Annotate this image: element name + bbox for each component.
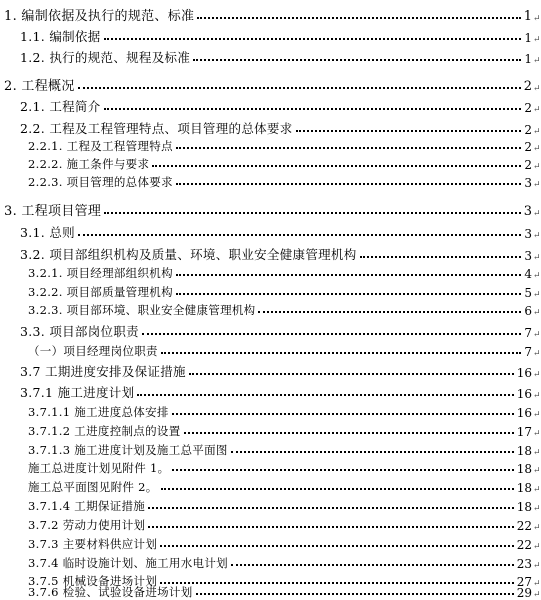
toc-entry-title: 1. 编制依据及执行的规范、标准 bbox=[4, 9, 195, 24]
toc-entry[interactable] bbox=[0, 25, 541, 45]
toc-page-number: 27 bbox=[516, 575, 532, 589]
return-mark-icon: ↵ bbox=[533, 485, 541, 495]
toc-entry[interactable] bbox=[0, 551, 541, 571]
return-mark-icon: ↵ bbox=[533, 523, 541, 533]
return-mark-icon: ↵ bbox=[533, 14, 541, 24]
return-mark-icon: ↵ bbox=[533, 448, 541, 458]
toc-page-number: 1 bbox=[523, 9, 532, 24]
toc-page-number: 16 bbox=[516, 366, 532, 380]
toc-page-number: 3 bbox=[524, 227, 532, 241]
toc-entry[interactable] bbox=[0, 46, 541, 66]
toc-entry-title: 3.2.2. 项目部质量管理机构 bbox=[28, 285, 173, 299]
toc-entry[interactable] bbox=[0, 74, 541, 94]
dot-leader bbox=[176, 183, 521, 185]
dot-leader bbox=[104, 212, 520, 214]
toc-page-number: 7 bbox=[524, 345, 532, 359]
toc-entry[interactable] bbox=[0, 95, 541, 115]
dot-leader bbox=[172, 469, 513, 471]
dot-leader bbox=[78, 87, 521, 89]
toc-page-number: 2 bbox=[524, 158, 532, 172]
return-mark-icon: ↵ bbox=[533, 429, 541, 439]
toc-page-number: 3 bbox=[524, 249, 532, 263]
toc-entry[interactable] bbox=[0, 475, 541, 495]
return-mark-icon: ↵ bbox=[533, 330, 541, 340]
dot-leader bbox=[360, 256, 522, 258]
return-mark-icon: ↵ bbox=[533, 127, 541, 137]
toc-entry-title: 3.7.1 施工进度计划 bbox=[20, 385, 135, 400]
dot-leader bbox=[104, 108, 522, 110]
return-mark-icon: ↵ bbox=[533, 391, 541, 401]
toc-page-number: 4 bbox=[524, 267, 532, 281]
return-mark-icon: ↵ bbox=[533, 290, 541, 300]
dot-leader bbox=[160, 545, 514, 547]
toc-page-number: 17 bbox=[516, 425, 532, 439]
toc-entry[interactable] bbox=[0, 456, 541, 476]
toc-entry-title: 3. 工程项目管理 bbox=[4, 204, 102, 219]
dot-leader bbox=[142, 333, 521, 335]
toc-page-number: 3 bbox=[524, 176, 532, 190]
toc-entry[interactable] bbox=[0, 494, 541, 514]
dot-leader bbox=[172, 413, 514, 415]
toc-entry[interactable] bbox=[0, 170, 541, 190]
return-mark-icon: ↵ bbox=[533, 504, 541, 514]
return-mark-icon: ↵ bbox=[533, 542, 541, 552]
dot-leader bbox=[176, 293, 521, 295]
dot-leader bbox=[231, 451, 514, 453]
toc-page-number: 7 bbox=[524, 326, 532, 340]
toc-entry-title: 3.1. 总则 bbox=[20, 225, 75, 240]
dot-leader bbox=[152, 165, 521, 167]
return-mark-icon: ↵ bbox=[533, 466, 541, 476]
toc-entry-title: 3.7.6 检验、试验设备进场计划 bbox=[28, 585, 193, 599]
toc-entry-title: 3.7.1.4 工期保证措施 bbox=[28, 499, 146, 513]
return-mark-icon: ↵ bbox=[533, 590, 541, 600]
toc-page-number: 2 bbox=[524, 101, 532, 115]
dot-leader bbox=[296, 130, 522, 132]
toc-entry[interactable] bbox=[0, 298, 541, 318]
dot-leader bbox=[176, 274, 521, 276]
toc-entry-title: 3.2.1. 项目经理部组织机构 bbox=[28, 266, 173, 280]
toc-entry[interactable] bbox=[0, 438, 541, 458]
toc-entry-title: 2.2.3. 项目管理的总体要求 bbox=[28, 175, 173, 189]
toc-entry-title: （一）项目经理岗位职责 bbox=[28, 344, 158, 358]
return-mark-icon: ↵ bbox=[533, 370, 541, 380]
toc-page-number: 3 bbox=[523, 204, 532, 219]
toc-entry-title: 3.7.4 临时设施计划、施工用水电计划 bbox=[28, 556, 228, 570]
toc-page-number: 22 bbox=[516, 538, 532, 552]
toc-entry[interactable] bbox=[0, 243, 541, 263]
toc-page-number: 18 bbox=[516, 481, 532, 495]
return-mark-icon: ↵ bbox=[533, 410, 541, 420]
toc-entry-title: 3.2. 项目部组织机构及质量、环境、职业安全健康管理机构 bbox=[20, 247, 357, 262]
toc-entry-title: 3.7 工期进度安排及保证措施 bbox=[20, 364, 186, 379]
dot-leader bbox=[231, 564, 514, 566]
return-mark-icon: ↵ bbox=[533, 231, 541, 241]
dot-leader bbox=[258, 311, 521, 313]
toc-page-number: 2 bbox=[524, 140, 532, 154]
toc-entry[interactable] bbox=[0, 4, 541, 24]
toc-entry-title: 施工总平面图见附件 2。 bbox=[28, 480, 158, 494]
return-mark-icon: ↵ bbox=[533, 349, 541, 359]
toc-page-number: 18 bbox=[516, 500, 532, 514]
toc-page-number: 2 bbox=[523, 79, 532, 94]
dot-leader bbox=[104, 38, 522, 40]
toc-entry-title: 3.7.1.3 施工进度计划及施工总平面图 bbox=[28, 443, 228, 457]
toc-entry[interactable] bbox=[0, 419, 541, 439]
return-mark-icon: ↵ bbox=[533, 308, 541, 318]
toc-page-number: 16 bbox=[516, 387, 532, 401]
toc-entry[interactable] bbox=[0, 360, 541, 380]
return-mark-icon: ↵ bbox=[533, 579, 541, 589]
toc-page-number: 1 bbox=[524, 31, 532, 45]
toc-entry[interactable] bbox=[0, 400, 541, 420]
toc-page-number: 5 bbox=[524, 286, 532, 300]
toc-entry-title: 2.1. 工程简介 bbox=[20, 99, 101, 114]
toc-page-number: 16 bbox=[516, 406, 532, 420]
dot-leader bbox=[137, 394, 513, 396]
toc-entry-title: 1.1. 编制依据 bbox=[20, 29, 101, 44]
return-mark-icon: ↵ bbox=[533, 56, 541, 66]
toc-entry[interactable] bbox=[0, 261, 541, 281]
dot-leader bbox=[193, 59, 521, 61]
toc-entry[interactable] bbox=[0, 320, 541, 340]
dot-leader bbox=[148, 507, 514, 509]
toc-entry[interactable] bbox=[0, 134, 541, 154]
toc-page-number: 18 bbox=[516, 444, 532, 458]
toc-page-number: 18 bbox=[516, 462, 532, 476]
toc-entry[interactable] bbox=[0, 339, 541, 359]
dot-leader bbox=[78, 234, 521, 236]
toc-entry[interactable] bbox=[0, 199, 541, 219]
dot-leader bbox=[184, 432, 514, 434]
toc-page-number: 23 bbox=[516, 557, 532, 571]
toc-entry[interactable] bbox=[0, 152, 541, 172]
toc-entry-title: 3.7.1.2 工进度控制点的设置 bbox=[28, 424, 181, 438]
toc-entry-title: 2. 工程概况 bbox=[4, 79, 75, 94]
toc-page-number: 1 bbox=[524, 52, 532, 66]
toc-entry[interactable] bbox=[0, 381, 541, 401]
return-mark-icon: ↵ bbox=[533, 162, 541, 172]
dot-leader bbox=[189, 373, 514, 375]
dot-leader bbox=[148, 526, 513, 528]
toc-page-number: 6 bbox=[524, 304, 532, 318]
toc-entry-title: 3.7.2 劳动力使用计划 bbox=[28, 518, 146, 532]
return-mark-icon: ↵ bbox=[533, 209, 541, 219]
toc-entry-title: 3.2.3. 项目部环境、职业安全健康管理机构 bbox=[28, 303, 256, 317]
toc-page-number: 22 bbox=[516, 519, 532, 533]
toc-entry[interactable] bbox=[0, 221, 541, 241]
return-mark-icon: ↵ bbox=[533, 180, 541, 190]
return-mark-icon: ↵ bbox=[533, 105, 541, 115]
toc-page-number: 29 bbox=[516, 586, 532, 600]
dot-leader bbox=[176, 147, 521, 149]
toc-entry-title: 2.2.2. 施工条件与要求 bbox=[28, 157, 150, 171]
toc-entry-title: 3.7.1.1 施工进度总体安排 bbox=[28, 405, 169, 419]
toc-entry-title: 3.3. 项目部岗位职责 bbox=[20, 324, 139, 339]
return-mark-icon: ↵ bbox=[533, 35, 541, 45]
toc-entry[interactable] bbox=[0, 584, 541, 600]
dot-leader bbox=[161, 352, 522, 354]
toc-entry-title: 2.2.1. 工程及工程管理特点 bbox=[28, 139, 173, 153]
toc-entry[interactable] bbox=[0, 513, 541, 533]
dot-leader bbox=[161, 488, 514, 490]
toc-entry-title: 3.7.3 主要材料供应计划 bbox=[28, 537, 158, 551]
toc-entry-title: 1.2. 执行的规范、规程及标准 bbox=[20, 50, 191, 65]
return-mark-icon: ↵ bbox=[533, 144, 541, 154]
return-mark-icon: ↵ bbox=[533, 561, 541, 571]
toc-entry[interactable] bbox=[0, 532, 541, 552]
dot-leader bbox=[196, 593, 514, 595]
return-mark-icon: ↵ bbox=[533, 271, 541, 281]
toc-entry-title: 3.7.5 机械设备进场计划 bbox=[28, 574, 158, 588]
dot-leader bbox=[197, 17, 520, 19]
toc-entry-title: 施工总进度计划见附件 1。 bbox=[28, 461, 170, 475]
return-mark-icon: ↵ bbox=[533, 253, 541, 263]
toc-entry-title: 2.2. 工程及工程管理特点、项目管理的总体要求 bbox=[20, 121, 293, 136]
toc-page-number: 2 bbox=[524, 123, 532, 137]
return-mark-icon: ↵ bbox=[533, 84, 541, 94]
toc-entry[interactable] bbox=[0, 280, 541, 300]
